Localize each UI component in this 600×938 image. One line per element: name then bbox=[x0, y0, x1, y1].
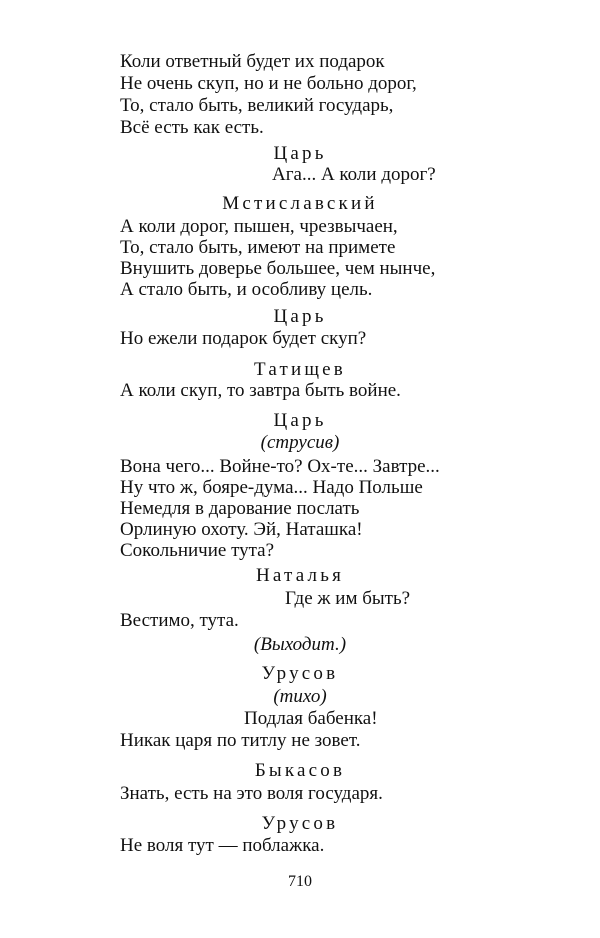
stage-direction: (струсив) bbox=[260, 432, 340, 453]
speaker-name: Наталья bbox=[255, 565, 345, 586]
verse-line: Не воля тут — поблажка. bbox=[120, 835, 325, 856]
speaker-name: Урусов bbox=[261, 663, 339, 684]
speaker-name: Царь bbox=[273, 306, 327, 327]
speaker-name: Царь bbox=[273, 143, 327, 164]
stage-direction: (тихо) bbox=[273, 686, 327, 707]
speaker-name: Мстиславский bbox=[222, 193, 378, 214]
verse-line: Коли ответный будет их подарок bbox=[120, 51, 385, 72]
verse-line: Внушить доверье большее, чем нынче, bbox=[120, 258, 436, 279]
verse-line: Подлая бабенка! bbox=[244, 708, 378, 729]
verse-line: Где ж им быть? bbox=[285, 588, 411, 609]
verse-line: Никак царя по титлу не зовет. bbox=[120, 730, 361, 751]
verse-line: Знать, есть на это воля государя. bbox=[120, 783, 383, 804]
verse-line: Вона чего... Войне-то? Ох-те... Завтре... bbox=[120, 456, 440, 477]
verse-line: Но ежели подарок будет скуп? bbox=[120, 328, 367, 349]
verse-line: Орлиную охоту. Эй, Наташка! bbox=[120, 519, 363, 540]
speaker-name: Урусов bbox=[261, 813, 339, 834]
speaker-name: Татищев bbox=[254, 359, 346, 380]
speaker-name: Царь bbox=[273, 410, 327, 431]
speaker-name: Быкасов bbox=[254, 760, 346, 781]
verse-line: А коли скуп, то завтра быть войне. bbox=[120, 380, 401, 401]
verse-line: Сокольничие тута? bbox=[120, 540, 275, 561]
verse-line: А коли дорог, пышен, чрезвычаен, bbox=[120, 216, 398, 237]
stage-direction: (Выходит.) bbox=[253, 634, 347, 655]
verse-line: То, стало быть, имеют на примете bbox=[120, 237, 396, 258]
verse-line: Ага... А коли дорог? bbox=[272, 164, 436, 185]
verse-line: Не очень скуп, но и не больно дорог, bbox=[120, 73, 417, 94]
verse-line: А стало быть, и особливу цель. bbox=[120, 279, 373, 300]
verse-line: Ну что ж, бояре-дума... Надо Польше bbox=[120, 477, 423, 498]
page-number: 710 bbox=[288, 873, 312, 890]
verse-line: Вестимо, тута. bbox=[120, 610, 239, 631]
verse-line: Всё есть как есть. bbox=[120, 117, 264, 138]
verse-line: Немедля в дарование послать bbox=[120, 498, 360, 519]
verse-line: То, стало быть, великий государь, bbox=[120, 95, 394, 116]
